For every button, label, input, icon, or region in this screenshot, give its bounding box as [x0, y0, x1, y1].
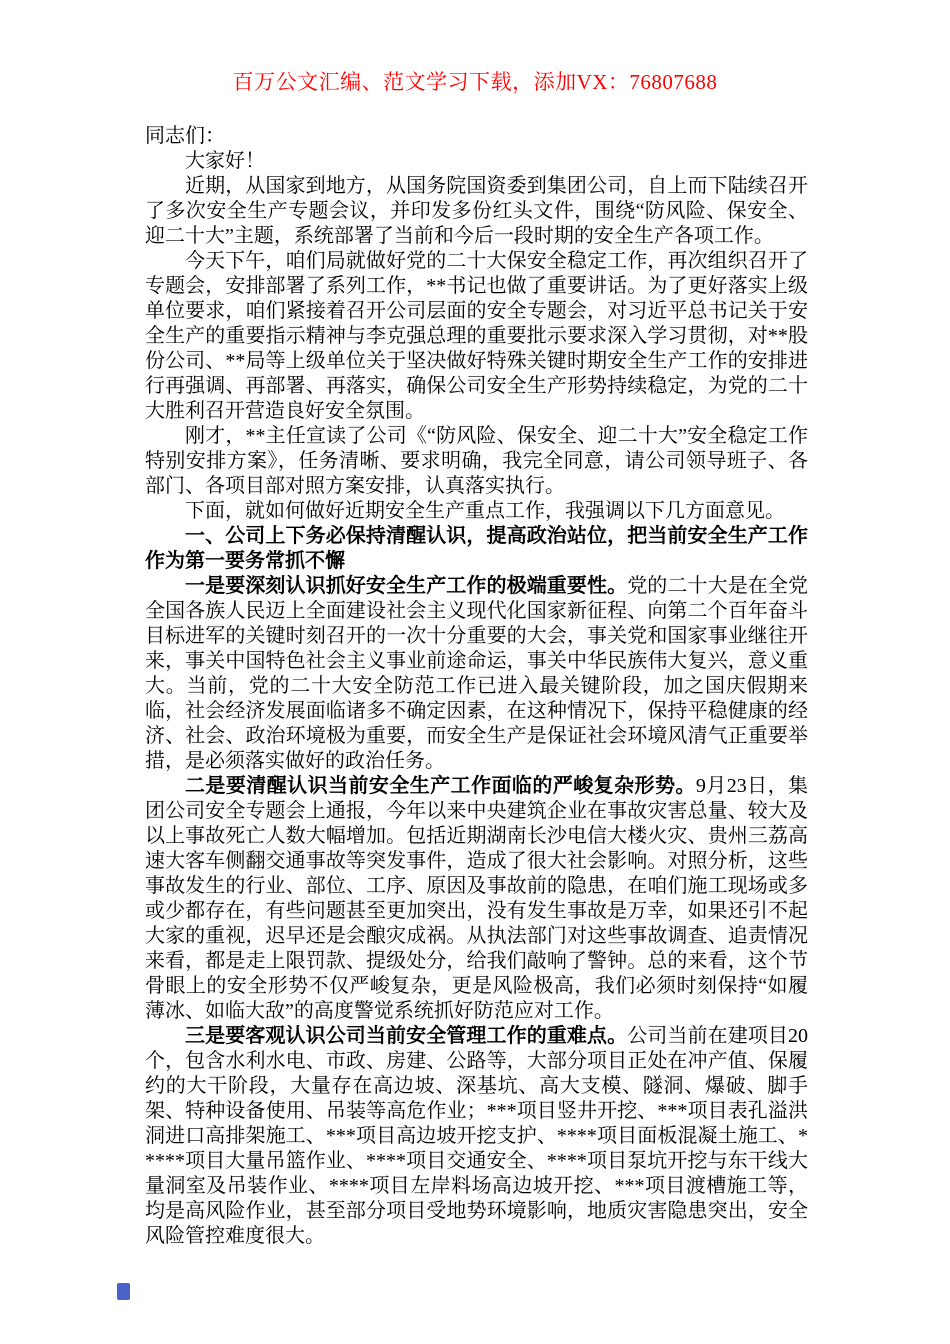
paragraph	[145, 249, 808, 424]
text-run: 大家好！	[185, 150, 265, 172]
text-run: 公司当前在建项目20个，包含水利水电、市政、房建、公路等，大部分项目正处在冲产值、保履约的大干阶段，大量存在高边坡、深基坑、高大支模、隧洞、爆破、脚手架、特种设备使用、吊装等高危作业；***项目竖井开挖、***项目表孔溢洪洞进口高排架施工、***项目高边坡开挖支护、****项目面板混凝土施工、*****项目大量吊篮作业、****项目交通安全、****项目泵坑开挖与东干线大量洞室及吊装作业、****项目左岸料场高边坡开挖、***项目渡槽施工等，均是高风险作业，甚至部分项目受地势环境影响，地质灾害隐患突出，安全风险管控难度很大。	[145, 1025, 809, 1247]
text-run: 党的二十大是在全党全国各族人民迈上全面建设社会主义现代化国家新征程、向第二个百年奋斗目标进军的关键时刻召开的一次十分重要的大会，事关党和国家事业继往开来，事关中国特色社会主义事业前途命运，事关中华民族伟大复兴，意义重大。当前，党的二十大安全防范工作已进入最关键阶段，加之国庆假期来临，社会经济发展面临诸多不确定因素，在这种情况下，保持平稳健康的经济、社会、政治环境极为重要，而安全生产是保证社会环境风清气正重要举措，是必须落实做好的政治任务。	[145, 575, 809, 772]
paragraph	[145, 524, 808, 574]
text-run: 下面，就如何做好近期安全生产重点工作，我强调以下几方面意见。	[185, 500, 785, 522]
paragraph	[145, 1024, 808, 1249]
bold-text-run: 二是要清醒认识当前安全生产工作面临的严峻复杂形势。	[185, 775, 696, 797]
bold-text-run: 一、公司上下务必保持清醒认识，提高政治站位，把当前安全生产工作作为第一要务常抓不懈	[145, 525, 808, 572]
promo-header: 百万公文汇编、范文学习下载，添加VX：76807688	[232, 70, 718, 94]
paragraph	[145, 574, 808, 774]
text-run: 刚才，**主任宣读了公司《“防风险、保安全、迎二十大”安全稳定工作特别安排方案》，任务清晰、要求明确，我完全同意，请公司领导班子、各部门、各项目部对照方案安排，认真落实执行。	[145, 425, 808, 497]
paragraph	[145, 174, 808, 249]
blue-marker-icon	[117, 1283, 130, 1300]
paragraph	[145, 424, 808, 499]
paragraph	[145, 124, 808, 149]
text-run: 今天下午，咱们局就做好党的二十大保安全稳定工作，再次组织召开了专题会，安排部署了系列工作，**书记也做了重要讲话。为了更好落实上级单位要求，咱们紧接着召开公司层面的安全专题会，对习近平总书记关于安全生产的重要指示精神与李克强总理的重要批示要求深入学习贯彻，对**股份公司、**局等上级单位关于坚决做好特殊关键时期安全生产工作的安排进行再强调、再部署、再落实，确保公司安全生产形势持续稳定，为党的二十大胜利召开营造良好安全氛围。	[145, 250, 808, 422]
bold-text-run: 一是要深刻认识抓好安全生产工作的极端重要性。	[185, 575, 628, 597]
paragraph	[145, 774, 808, 1024]
text-run: 近期，从国家到地方，从国务院国资委到集团公司，自上而下陆续召开了多次安全生产专题会议，并印发多份红头文件，围绕“防风险、保安全、迎二十大”主题，系统部署了当前和今后一段时期的安全生产各项工作。	[145, 175, 808, 247]
paragraph	[145, 499, 808, 524]
bold-text-run: 三是要客观认识公司当前安全管理工作的重难点。	[185, 1025, 628, 1047]
paragraph	[145, 149, 808, 174]
document-body	[145, 124, 808, 1249]
text-run: 9月23日，集团公司安全专题会上通报，今年以来中央建筑企业在事故灾害总量、较大及以上事故死亡人数大幅增加。包括近期湖南长沙电信大楼火灾、贵州三荔高速大客车侧翻交通事故等突发事件，造成了很大社会影响。对照分析，这些事故发生的行业、部位、工序、原因及事故前的隐患，在咱们施工现场或多或少都存在，有些问题甚至更加突出，没有发生事故是万幸，如果还引不起大家的重视，迟早还是会酿灾成祸。从执法部门对这些事故调查、追责情况来看，都是走上限罚款、提级处分，给我们敲响了警钟。总的来看，这个节骨眼上的安全形势不仅严峻复杂，更是风险极高，我们必须时刻保持“如履薄冰、如临大敌”的高度警觉系统抓好防范应对工作。	[145, 775, 809, 1022]
text-run: 同志们：	[145, 125, 225, 147]
